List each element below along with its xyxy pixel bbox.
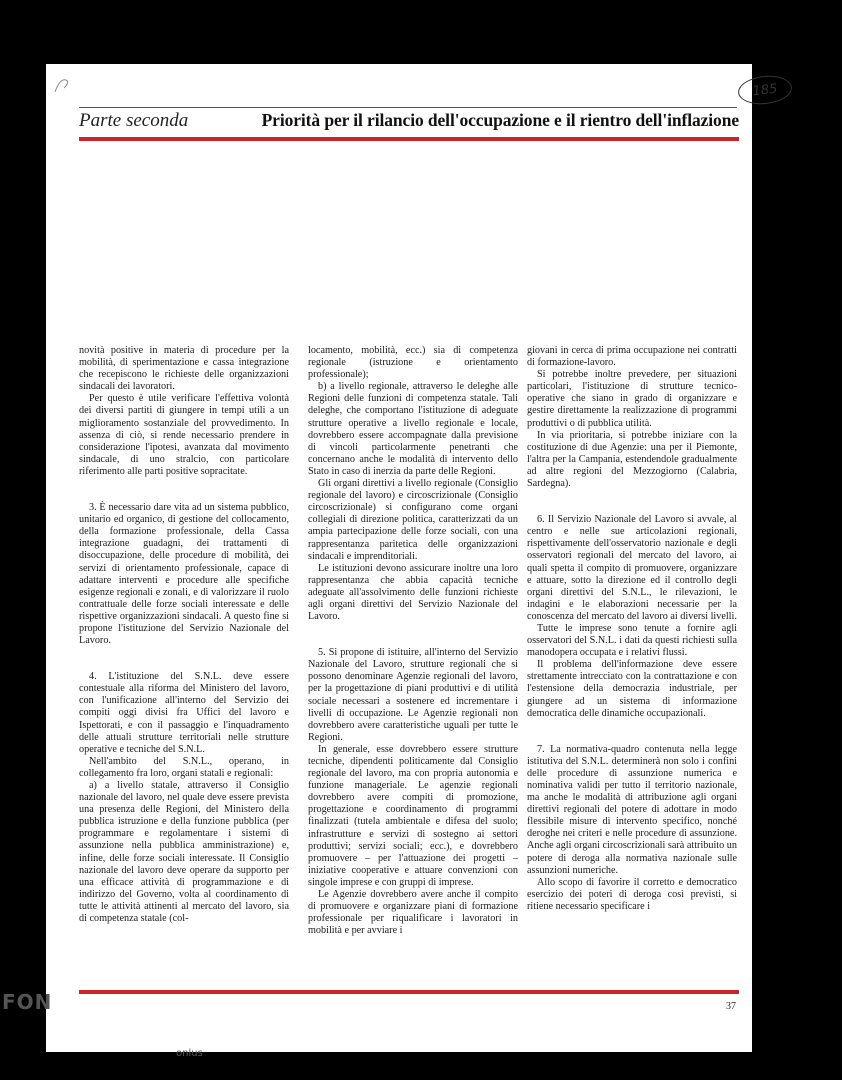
text-column-3 <box>527 345 737 913</box>
paragraph: Tutte le imprese sono tenute a fornire agli osservatori del S.N.L. i dati da questi richiesti sulla manodopera occupata e i relativi flussi. <box>527 622 737 659</box>
section-label: Parte seconda <box>79 110 189 131</box>
paragraph: a) a livello statale, attraverso il Consiglio nazionale del lavoro, nel quale deve essere prevista una presenza delle Regioni, del Ministero della pubblica istruzione e della funzione pubblica (per programmare e regolamentare i sistemi di assunzione nella pubblica amministrazione) e, infine, delle forze sociali interessate. Il Consiglio nazionale del lavoro deve operare da supporto per una efficace attività di programmazione e di indirizzo del Governo, volta al coordinamento di tutte le attività attinenti al mercato del lavoro, sia di competenza statale (col- <box>79 780 289 925</box>
paragraph: Il problema dell'informazione deve essere strettamente intrecciato con la contrattazione e con l'estensione della democrazia industriale, per giungere ad un sistema di informazione democratica delle dinamiche occupazionali. <box>527 659 737 719</box>
corner-pencil-mark <box>52 74 74 96</box>
paragraph: 5. Si propone di istituire, all'interno del Servizio Nazionale del Lavoro, strutture regionali che si possono denominare Agenzie regionali del lavoro, per la progettazione di piani produttivi e di utilità sociale necessari a sostenere ed incrementare i livelli di occupazione. Le Agenzie regionali non dovrebbero avere caratteristiche uguali per tutte le Regioni. <box>308 647 518 743</box>
archive-watermark-sub: onlus <box>176 1048 203 1059</box>
paragraph: Le istituzioni devono assicurare inoltre una loro rappresentanza che abbia capacità tecniche adeguate all'assolvimento delle funzioni richieste agli organi direttivi del Servizio Nazionale del Lavoro. <box>308 562 518 623</box>
paragraph: giovani in cerca di prima occupazione nei contratti di formazione-lavoro. <box>527 345 737 369</box>
paragraph: Allo scopo di favorire il corretto e democratico esercizio dei poteri di deroga così previsti, si ritiene necessario specificare i <box>527 876 737 912</box>
paragraph: Le Agenzie dovrebbero avere anche il compito di promuovere e organizzare piani di formazione professionale per riqualificare i lavoratori in mobilità e per avviare i <box>308 889 518 937</box>
page-number: 37 <box>726 1001 736 1012</box>
paragraph: Gli organi direttivi a livello regionale (Consiglio regionale del lavoro) e circoscrizionale (Consiglio circoscrizionale) si configurano come organi collegiali di direzione politica, caratterizzati da un ampia partecipazione delle forze sociali, con una rappresentanza paritetica delle organizzazioni sindacali e imprenditoriali. <box>308 478 518 562</box>
paragraph: 6. Il Servizio Nazionale del Lavoro si avvale, al centro e nelle sue articolazioni regionali, rispettivamente dell'osservatorio nazionale e degli osservatori regionali del mercato del lavoro, ai quali spetta il compito di promuovere, organizzare e attuare, sotto la direzione ed il controllo degli organi direttivi del S.N.L., le rilevazioni, le indagini e le elaborazioni necessarie per la conoscenza del mercato del lavoro ai diversi livelli. <box>527 514 737 622</box>
paragraph: b) a livello regionale, attraverso le deleghe alle Regioni delle funzioni di competenza statale. Tali deleghe, che comportano l'istituzione di adeguate strutture operative a livello regionale e locale, dovrebbero essere accompagnate dalla previsione di vincoli particolarmente penetranti che concernano anche le modalità di intervento dello Stato in caso di inerzia da parte delle Regioni. <box>308 381 518 477</box>
paragraph: novità positive in materia di procedure per la mobilità, di sperimentazione e cassa integrazione che recepiscono le richieste delle organizzazioni sindacali dei lavoratori. <box>79 345 289 393</box>
header-thin-rule <box>79 107 737 108</box>
footer-red-rule <box>79 990 739 994</box>
text-column-2 <box>308 345 518 937</box>
paragraph: In via prioritaria, si potrebbe iniziare con la costituzione di due Agenzie: una per il Piemonte, l'altra per la Campania, estendendole gradualmente ad altre regioni del Mezzogiorno (Calabria, Sardegna). <box>527 429 737 490</box>
section-title: Priorità per il rilancio dell'occupazione e il rientro dell'inflazione <box>261 110 739 130</box>
paragraph: 4. L'istituzione del S.N.L. deve essere contestuale alla riforma del Ministero del lavoro, con l'unificazione all'interno del Servizio dei compiti oggi divisi fra Uffici del lavoro e Ispettorati, e con il passaggio e l'inquadramento delle attuali strutture territoriali nelle strutture operative e tecniche del S.N.L. <box>79 671 289 755</box>
paragraph: locamento, mobilità, ecc.) sia di competenza regionale (istruzione e orientamento professionale); <box>308 345 518 381</box>
paragraph: Si potrebbe inoltre prevedere, per situazioni particolari, l'istituzione di strutture tecnico-operative che siano in grado di organizzare e gestire direttamente la realizzazione di programmi produttivi o di pubblica utilità. <box>527 369 737 429</box>
text-column-1 <box>79 345 289 925</box>
paragraph: Per questo è utile verificare l'effettiva volontà dei diversi partiti di giungere in tempi utili a un miglioramento sostanziale del provvedimento. In assenza di ciò, si rende necessario prendere in considerazione l'ipotesi, avanzata dal movimento sindacale, di uno stralcio, con particolare riferimento alle parti positive sopracitate. <box>79 393 289 477</box>
handwritten-page-annotation: 185 <box>737 73 794 106</box>
paragraph: In generale, esse dovrebbero essere strutture tecniche, dipendenti politicamente dal Consiglio regionale del lavoro, ma con propria autonomia e funzione manageriale. Le agenzie regionali dovrebbero avere compiti di promozione, progettazione e coordinamento di programmi finalizzati (tutela ambientale e difesa del suolo; infrastrutture e servizi di sostegno ai settori produttivi; servizi sociali; ecc.), e dovrebbero promuovere – per l'attuazione dei progetti – iniziative cooperative e attuare convenzioni con singole imprese e con gruppi di imprese. <box>308 743 518 888</box>
page-header <box>79 110 739 136</box>
header-red-rule <box>79 137 739 141</box>
document-page <box>46 64 779 1052</box>
paragraph: 3. È necessario dare vita ad un sistema pubblico, unitario ed organico, di gestione del collocamento, della formazione professionale, della Cassa integrazione guadagni, dei trattamenti di disoccupazione, delle procedure di mobilità, dei servizi di orientamento professionale, capace di adattare interventi e procedure alle specifiche esigenze regionali e zonali, e di valorizzare il ruolo contrattuale delle forze sociali interessate e delle rispettive organizzazioni sindacali. A questo fine si propone l'istituzione del Servizio Nazionale del Lavoro. <box>79 502 289 647</box>
paragraph: 7. La normativa-quadro contenuta nella legge istitutiva del S.N.L. determinerà non solo i confini delle procedure di assunzione numerica e nominativa validi per tutto il territorio nazionale, ma anche le modalità di attribuzione agli organi direttivi regionali del potere di adottare in modo flessibile misure di intervento specifico, nonché deroghe nei criteri e nelle procedure di assunzione. Anche agli organi circoscrizionali sarà attribuito un potere di deroga alla normativa nazionale sulle assunzioni numeriche. <box>527 743 737 876</box>
paragraph: Nell'ambito del S.N.L., operano, in collegamento fra loro, organi statali e regionali: <box>79 755 289 779</box>
archive-watermark: FON <box>2 990 53 1014</box>
